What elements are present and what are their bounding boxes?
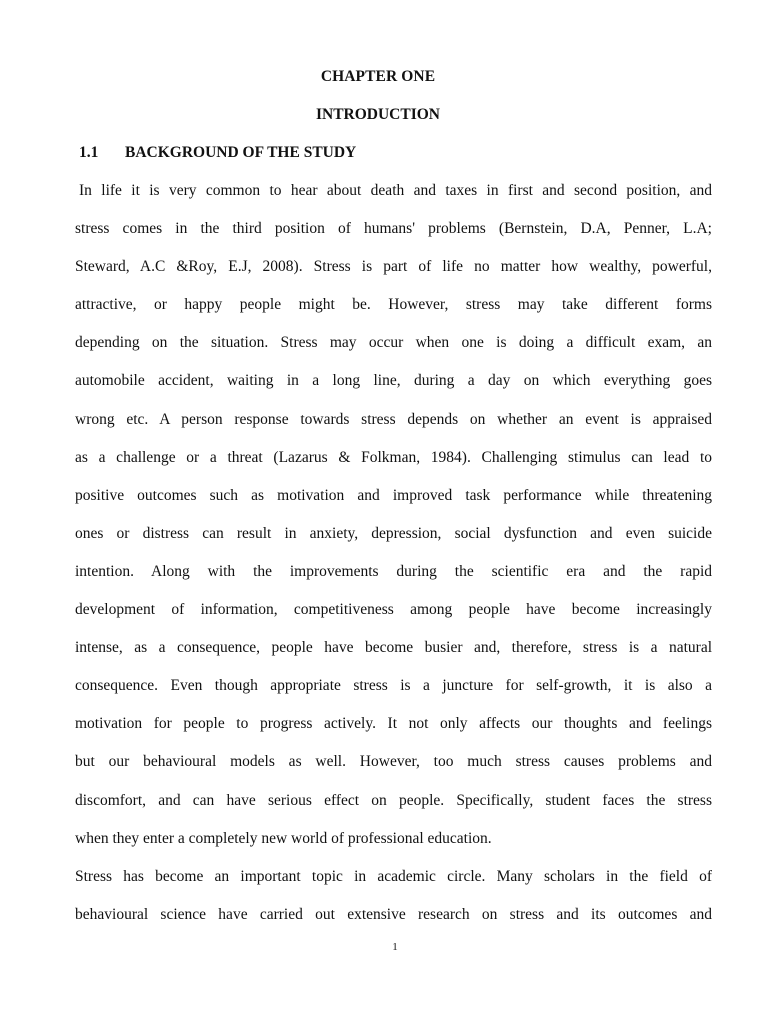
paragraph-2 — [75, 866, 712, 942]
text-line: In life it is very common to hear about death and taxes in first and second position, and — [79, 182, 712, 199]
page-number: 1 — [392, 941, 398, 953]
text-line: when they enter a completely new world of professional education. — [75, 829, 492, 847]
text-line: Stress has become an important topic in academic circle. Many scholars in the field of — [75, 868, 712, 885]
text-line: as a challenge or a threat (Lazarus & Folkman, 1984). Challenging stimulus can lead to — [75, 448, 712, 466]
chapter-label: CHAPTER ONE — [320, 68, 436, 85]
text-line: stress comes in the third position of humans' problems (Bernstein, D.A, Penner, L.A; — [75, 220, 712, 238]
section-title: BACKGROUND OF THE STUDY — [125, 144, 357, 161]
chapter-title: INTRODUCTION — [315, 106, 440, 123]
text-line: Steward, A.C &Roy, E.J, 2008). Stress is part of life no matter how wealthy, powerful, — [75, 258, 712, 276]
text-line: discomfort, and can have serious effect on people. Specifically, student faces the stress — [75, 791, 712, 809]
text-line: attractive, or happy people might be. However, stress may take different forms — [75, 296, 712, 314]
section-number: 1.1 — [79, 144, 99, 161]
text-line: behavioural science have carried out extensive research on stress and its outcomes and — [75, 906, 712, 924]
text-line: automobile accident, waiting in a long line, during a day on which everything goes — [75, 372, 712, 390]
text-line: wrong etc. A person response towards stress depends on whether an event is appraised — [75, 410, 712, 428]
text-line: ones or distress can result in anxiety, depression, social dysfunction and even suicide — [75, 524, 712, 542]
text-line: consequence. Even though appropriate stress is a juncture for self-growth, it is also a — [75, 677, 712, 695]
text-line: depending on the situation. Stress may occur when one is doing a difficult exam, an — [75, 334, 712, 352]
section-heading — [79, 142, 356, 164]
paragraph-1 — [75, 180, 712, 866]
text-line: intention. Along with the improvements during the scientific era and the rapid — [75, 562, 712, 580]
text-line: development of information, competitiveness among people have become increasingly — [75, 601, 712, 619]
text-line: positive outcomes such as motivation and improved task performance while threatening — [75, 486, 712, 504]
text-line: motivation for people to progress actively. It not only affects our thoughts and feelings — [75, 715, 712, 733]
text-line: intense, as a consequence, people have become busier and, therefore, stress is a natural — [75, 639, 712, 657]
text-line: but our behavioural models as well. However, too much stress causes problems and — [75, 753, 712, 771]
